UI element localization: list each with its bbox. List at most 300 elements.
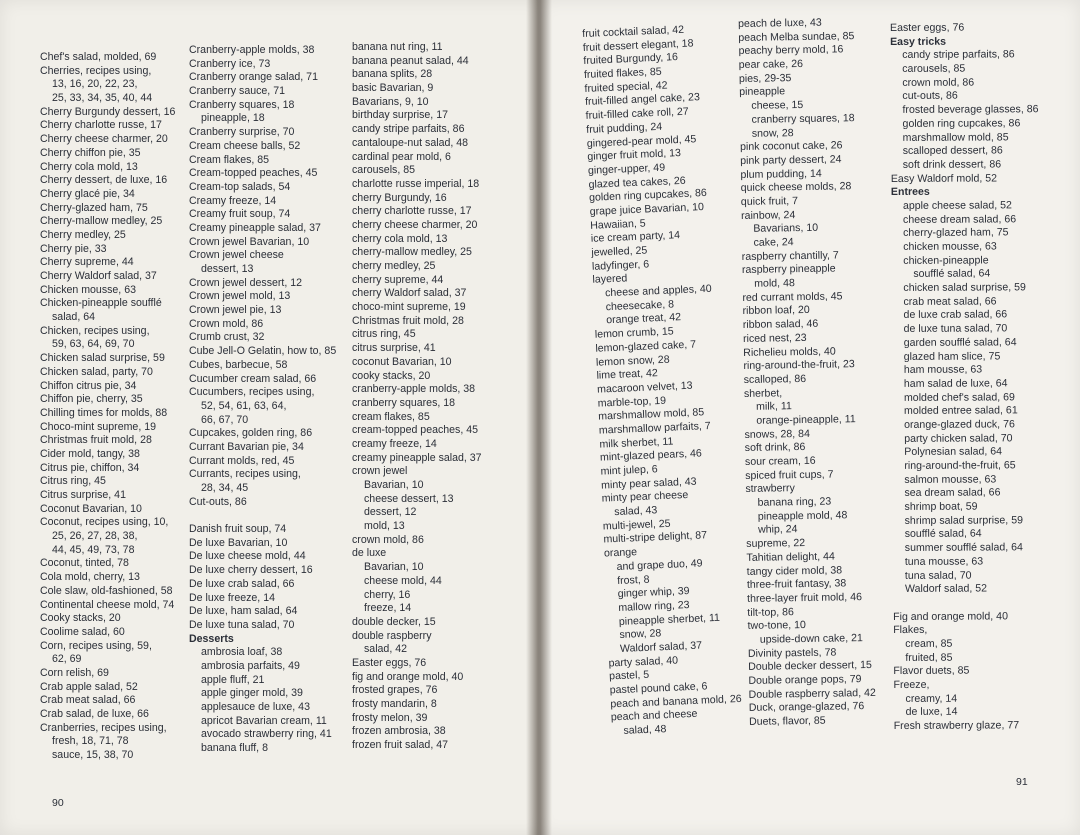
index-entry: Double orange pops, 79: [748, 673, 862, 687]
index-entry: shrimp boat, 59: [904, 500, 978, 513]
index-entry: Easter eggs, 76: [890, 21, 965, 34]
index-entry: spiced fruit cups, 7: [745, 468, 834, 482]
index-entry: scalloped dessert, 86: [902, 144, 1003, 158]
index-entry: banana nut ring, 11: [352, 41, 443, 53]
book-gutter: [526, 0, 552, 835]
index-entry: Chilling times for molds, 88: [40, 406, 168, 419]
index-entry: ginger fruit mold, 13: [587, 147, 682, 164]
index-entry: 25, 33, 34, 35, 40, 44: [52, 92, 153, 105]
index-entry: Bavarian, 10: [364, 479, 424, 491]
index-entry: fruit pudding, 24: [586, 120, 663, 136]
index-entry: cheese dessert, 13: [364, 492, 454, 505]
index-entry: ginger-upper, 49: [587, 161, 666, 177]
index-entry: lemon-glazed cake, 7: [595, 338, 697, 355]
index-entry: tuna mousse, 63: [904, 555, 984, 568]
index-entry: Christmas fruit mold, 28: [40, 434, 152, 447]
index-entry: whip, 24: [757, 523, 798, 537]
index-entry: Cooky stacks, 20: [40, 612, 121, 625]
index-entry: Crown jewel cheese: [189, 249, 284, 262]
index-entry: sherbet,: [743, 386, 783, 400]
index-entry: pastel, 5: [608, 669, 650, 683]
index-entry: Easy Waldorf mold, 52: [890, 172, 998, 185]
index-entry: Chicken salad surprise, 59: [40, 352, 165, 365]
index-entry: ham mousse, 63: [903, 363, 983, 377]
index-entry: pear cake, 26: [738, 58, 804, 72]
index-entry: Cranberry-apple molds, 38: [189, 44, 315, 56]
index-entry: supreme, 22: [746, 537, 806, 551]
index-entry: carousels, 85: [352, 164, 416, 177]
index-entry: fresh, 18, 71, 78: [52, 735, 129, 748]
index-entry: Cranberry ice, 73: [189, 57, 271, 70]
index-entry: cherry charlotte russe, 17: [352, 205, 472, 218]
index-entry: marshmallow mold, 85: [902, 130, 1009, 144]
index-entry: Crown jewel dessert, 12: [189, 276, 303, 289]
index-entry: jewelled, 25: [591, 244, 648, 259]
index-entry: Cherry supreme, 44: [40, 256, 134, 269]
index-entry: Easy tricks: [890, 35, 947, 48]
index-entry: lemon snow, 28: [595, 353, 670, 369]
index-entry: rainbow, 24: [741, 208, 796, 222]
index-entry: mallow ring, 23: [618, 598, 690, 614]
index-entry: fruited special, 42: [584, 79, 668, 95]
index-entry: citrus ring, 45: [352, 328, 416, 341]
index-entry: Cherry cheese charmer, 20: [40, 133, 168, 146]
index-entry: pastel pound cake, 6: [609, 680, 708, 697]
index-entry: minty pear cheese: [601, 489, 689, 505]
index-entry: minty pear salad, 43: [600, 475, 697, 492]
index-entry: milk sherbet, 11: [599, 435, 674, 451]
index-entry: ladyfinger, 6: [591, 258, 650, 273]
index-entry: macaroon velvet, 13: [596, 379, 693, 396]
index-entry: cherry-glazed ham, 75: [903, 226, 1009, 240]
index-entry: Citrus surprise, 41: [40, 489, 126, 501]
index-entry: snow, 28: [619, 627, 662, 642]
index-entry: Cucumbers, recipes using,: [189, 386, 315, 399]
index-entry: peach and banana mold, 26: [610, 692, 742, 711]
index-entry: carousels, 85: [902, 62, 966, 75]
index-entry: fig and orange mold, 40: [352, 670, 464, 683]
index-entry: tangy cider mold, 38: [746, 563, 843, 578]
index-entry: Coconut Bavarian, 10: [40, 502, 142, 515]
index-entry: glazed ham slice, 75: [903, 349, 1001, 363]
index-entry: 52, 54, 61, 63, 64,: [201, 399, 287, 412]
index-entry: apricot Bavarian cream, 11: [201, 714, 327, 727]
index-entry: dessert, 12: [364, 506, 417, 519]
index-entry: upside-down cake, 21: [759, 632, 863, 646]
index-entry: crown jewel: [352, 465, 408, 478]
index-entry: frosty melon, 39: [352, 711, 428, 724]
index-entry: cherry medley, 25: [352, 260, 436, 272]
index-column: [738, 16, 876, 730]
index-entry: de luxe: [352, 547, 387, 560]
index-entry: cooky stacks, 20: [352, 369, 431, 382]
index-entry: ribbon loaf, 20: [742, 304, 810, 318]
index-column: [890, 21, 1042, 734]
index-entry: layered: [592, 272, 628, 287]
index-entry: 25, 26, 27, 28, 38,: [52, 530, 138, 543]
index-entry: two-tone, 10: [747, 619, 806, 633]
index-entry: De luxe Bavarian, 10: [189, 536, 288, 549]
index-entry: fruit-filled cake roll, 27: [585, 105, 689, 123]
index-entry: banana splits, 28: [352, 68, 433, 81]
index-entry: Chicken mousse, 63: [40, 283, 136, 296]
index-entry: and grape duo, 49: [616, 557, 703, 573]
index-entry: marble-top, 19: [597, 394, 667, 410]
index-entry: De luxe tuna salad, 70: [189, 618, 295, 631]
index-entry: birthday surprise, 17: [352, 109, 448, 122]
index-entry: cherry supreme, 44: [352, 273, 444, 286]
index-entry: lemon crumb, 15: [594, 325, 674, 341]
index-entry: plum pudding, 14: [740, 167, 822, 181]
index-entry: orange-glazed duck, 76: [904, 418, 1015, 431]
index-entry: dessert, 13: [201, 263, 254, 275]
right-page: [538, 0, 1080, 835]
index-entry: ribbon salad, 46: [742, 317, 819, 332]
index-entry: Chef's salad, molded, 69: [40, 51, 157, 63]
index-entry: snows, 28, 84: [744, 427, 811, 441]
index-entry: multi-jewel, 25: [602, 517, 671, 533]
index-entry: sauce, 15, 38, 70: [52, 749, 134, 762]
index-entry: ginger whip, 39: [617, 585, 690, 601]
index-entry: creamy pineapple salad, 37: [352, 451, 482, 464]
index-entry: Fresh strawberry glaze, 77: [893, 719, 1020, 733]
index-entry: De luxe freeze, 14: [189, 591, 275, 604]
index-entry: orange: [603, 546, 638, 560]
index-entry: Waldorf salad, 52: [904, 582, 988, 596]
index-entry: freeze, 14: [364, 602, 412, 615]
index-entry: Cream-topped peaches, 45: [189, 167, 318, 180]
index-entry: three-layer fruit mold, 46: [747, 591, 863, 605]
index-entry: frozen ambrosia, 38: [352, 725, 446, 738]
index-entry: fruit dessert elegant, 18: [582, 37, 694, 54]
index-entry: cranberry-apple molds, 38: [352, 383, 476, 396]
index-entry: Cole slaw, old-fashioned, 58: [40, 584, 173, 597]
index-entry: Cherry-glazed ham, 75: [40, 201, 148, 214]
index-entry: Corn relish, 69: [40, 666, 109, 679]
index-entry: mold, 48: [754, 277, 795, 290]
index-entry: Crab meat salad, 66: [40, 694, 136, 707]
index-entry: Cider mold, tangy, 38: [40, 447, 140, 460]
index-entry: cherry-mallow medley, 25: [352, 246, 472, 259]
index-entry: Double raspberry salad, 42: [748, 686, 876, 701]
index-entry: fruit-filled angel cake, 23: [584, 91, 701, 109]
index-entry: basic Bavarian, 9: [352, 82, 434, 95]
index-entry: banana ring, 23: [757, 495, 832, 509]
index-entry: banana peanut salad, 44: [352, 54, 469, 67]
index-entry: Cube Jell-O Gelatin, how to, 85: [189, 345, 337, 358]
index-entry: pineapple, 18: [201, 112, 265, 125]
index-entry: Chicken, recipes using,: [40, 324, 150, 337]
index-entry: lime treat, 42: [596, 367, 659, 382]
index-entry: Cream cheese balls, 52: [189, 139, 301, 152]
index-entry: gingered-pear mold, 45: [586, 132, 697, 150]
index-entry: Cherry medley, 25: [40, 228, 126, 241]
index-entry: Coconut, tinted, 78: [40, 557, 129, 570]
index-entry: strawberry: [745, 482, 795, 496]
index-entry: Chiffon pie, cherry, 35: [40, 393, 143, 406]
index-entry: fruit cocktail salad, 42: [582, 23, 685, 40]
index-entry: riced nest, 23: [742, 331, 807, 345]
index-entry: Crown jewel Bavarian, 10: [189, 235, 310, 248]
index-entry: double raspberry: [352, 629, 432, 642]
index-entry: Citrus pie, chiffon, 34: [40, 461, 140, 474]
index-entry: Citrus ring, 45: [40, 475, 106, 488]
index-entry: quick cheese molds, 28: [740, 180, 852, 195]
index-entry: Cranberry orange salad, 71: [189, 71, 318, 84]
index-entry: cheese and apples, 40: [604, 282, 712, 300]
index-entry: pineapple mold, 48: [757, 509, 848, 523]
index-entry: fruited, 85: [905, 651, 953, 664]
index-entry: Cherry dessert, de luxe, 16: [40, 174, 168, 187]
index-entry: fruited flakes, 85: [583, 65, 662, 82]
index-entry: Currants, recipes using,: [189, 468, 301, 481]
index-entry: salmon mousse, 63: [904, 473, 997, 486]
index-entry: charlotte russe imperial, 18: [352, 177, 480, 190]
index-entry: frozen fruit salad, 47: [352, 739, 448, 752]
index-entry: mold, 13: [364, 520, 405, 533]
index-entry: Crown jewel mold, 13: [189, 290, 291, 303]
index-entry: crab meat salad, 66: [903, 295, 997, 308]
index-entry: ring-around-the-fruit, 23: [743, 358, 855, 373]
index-entry: peach de luxe, 43: [738, 16, 822, 30]
index-entry: Cherry charlotte russe, 17: [40, 119, 162, 132]
index-entry: orange treat, 42: [606, 311, 682, 327]
index-entry: banana fluff, 8: [201, 742, 268, 755]
page-number: 90: [52, 797, 64, 809]
index-entry: pink coconut cake, 26: [739, 139, 843, 154]
index-entry: Chicken salad, party, 70: [40, 365, 153, 378]
index-entry: orange-pineapple, 11: [756, 413, 856, 427]
index-entry: red currant molds, 45: [742, 290, 843, 304]
index-entry: sour cream, 16: [744, 454, 816, 468]
index-entry: grape juice Bavarian, 10: [589, 200, 705, 218]
index-entry: Bavarians, 9, 10: [352, 95, 429, 108]
index-entry: De luxe crab salad, 66: [189, 577, 295, 590]
index-entry: Choco-mint supreme, 19: [40, 420, 156, 433]
index-entry: sea dream salad, 66: [904, 486, 1001, 500]
index-entry: Cranberry squares, 18: [189, 98, 295, 111]
index-entry: Creamy freeze, 14: [189, 194, 277, 207]
index-entry: creamy, 14: [905, 692, 958, 705]
index-entry: Coolime salad, 60: [40, 625, 125, 638]
index-entry: Crab salad, de luxe, 66: [40, 708, 149, 720]
index-entry: Corn, recipes using, 59,: [40, 639, 152, 652]
index-entry: Cream flakes, 85: [189, 153, 270, 166]
index-entry: mint-glazed pears, 46: [599, 447, 703, 464]
index-entry: apple fluff, 21: [201, 673, 265, 686]
index-entry: Tahitian delight, 44: [746, 550, 835, 564]
index-entry: cream, 85: [905, 637, 953, 650]
index-entry: Richelieu molds, 40: [743, 345, 836, 359]
index-entry: salad, 64: [52, 311, 95, 324]
page-number: 91: [1016, 776, 1028, 788]
index-entry: Cubes, barbecue, 58: [189, 358, 288, 371]
index-entry: garden soufflé salad, 64: [903, 336, 1017, 349]
index-entry: Cherry chiffon pie, 35: [40, 146, 141, 159]
index-entry: 62, 69: [52, 653, 82, 666]
index-entry: Cranberry surprise, 70: [189, 126, 295, 139]
index-entry: Cream-top salads, 54: [189, 180, 291, 193]
index-entry: 13, 16, 20, 22, 23,: [52, 78, 138, 91]
index-entry: double decker, 15: [352, 615, 436, 628]
index-entry: cherry Waldorf salad, 37: [352, 287, 467, 300]
index-entry: frosted grapes, 76: [352, 684, 438, 697]
index-entry: Flavor duets, 85: [893, 664, 970, 678]
index-entry: 44, 45, 49, 73, 78: [52, 543, 135, 556]
index-entry: Freeze,: [893, 678, 930, 691]
index-entry: marshmallow parfaits, 7: [598, 419, 711, 437]
index-entry: candy stripe parfaits, 86: [902, 48, 1015, 62]
index-entry: cheesecake, 8: [605, 298, 675, 313]
index-entry: cantaloupe-nut salad, 48: [352, 136, 469, 149]
index-entry: snow, 28: [751, 126, 794, 140]
index-entry: raspberry chantilly, 7: [741, 249, 839, 263]
index-entry: pies, 29-35: [738, 71, 792, 85]
index-entry: De luxe cheese mold, 44: [189, 550, 306, 563]
index-entry: Flakes,: [893, 624, 928, 637]
index-entry: tuna salad, 70: [904, 569, 972, 582]
index-entry: De luxe, ham salad, 64: [189, 605, 298, 618]
index-entry: de luxe tuna salad, 70: [903, 322, 1008, 336]
index-entry: Cherry-mallow medley, 25: [40, 215, 163, 228]
index-entry: cherry cola mold, 13: [352, 232, 448, 245]
index-entry: Chiffon citrus pie, 34: [40, 379, 137, 392]
index-entry: cardinal pear mold, 6: [352, 150, 451, 163]
index-entry: Easter eggs, 76: [352, 656, 427, 669]
index-entry: cranberry squares, 18: [352, 396, 456, 409]
index-entry: Hawaiian, 5: [590, 217, 646, 232]
index-entry: ambrosia loaf, 38: [201, 646, 283, 659]
index-entry: Cranberry sauce, 71: [189, 85, 285, 98]
index-entry: party salad, 40: [608, 654, 679, 670]
index-entry: Creamy pineapple salad, 37: [189, 221, 321, 234]
index-entry: Coconut, recipes using, 10,: [40, 516, 169, 529]
index-entry: frost, 8: [616, 573, 650, 587]
index-entry: crown mold, 86: [352, 533, 424, 546]
index-entry: soft drink, 86: [744, 441, 806, 455]
index-entry: Crumb crust, 32: [189, 331, 265, 344]
index-entry: chicken mousse, 63: [903, 240, 997, 253]
index-entry: Cucumber cream salad, 66: [189, 372, 317, 385]
index-entry: Chicken-pineapple soufflé: [40, 297, 162, 310]
index-entry: 28, 34, 45: [201, 482, 249, 494]
index-entry: de luxe, 14: [905, 706, 958, 719]
index-entry: Cherry cola mold, 13: [40, 160, 138, 173]
index-entry: Continental cheese mold, 74: [40, 598, 175, 611]
index-entry: chicken salad surprise, 59: [903, 281, 1026, 294]
index-entry: peach Melba sundae, 85: [738, 29, 855, 44]
index-entry: cherry cheese charmer, 20: [352, 218, 478, 231]
index-entry: Crown mold, 86: [189, 317, 264, 330]
index-entry: apple ginger mold, 39: [201, 687, 303, 700]
index-entry: marshmallow mold, 85: [598, 406, 705, 423]
index-entry: De luxe cherry dessert, 16: [189, 564, 313, 577]
index-entry: pineapple: [739, 85, 786, 99]
index-entry: Entrees: [890, 186, 930, 199]
index-entry: cut-outs, 86: [902, 90, 958, 103]
index-entry: Creamy fruit soup, 74: [189, 208, 291, 221]
index-entry: golden ring cupcakes, 86: [588, 187, 708, 205]
index-entry: shrimp salad surprise, 59: [904, 514, 1024, 527]
index-entry: salad, 42: [364, 643, 407, 656]
index-entry: [189, 509, 336, 523]
index-entry: salad, 48: [623, 723, 667, 737]
index-entry: Waldorf salad, 37: [619, 639, 703, 655]
index-entry: cream-topped peaches, 45: [352, 424, 479, 437]
index-entry: cherry Burgundy, 16: [352, 191, 447, 204]
index-entry: Crown jewel pie, 13: [189, 304, 282, 317]
index-entry: peach and cheese: [610, 708, 698, 724]
index-entry: cake, 24: [753, 236, 794, 249]
index-entry: peachy berry mold, 16: [738, 43, 844, 58]
index-entry: Polynesian salad, 64: [904, 445, 1003, 459]
index-entry: pineapple sherbet, 11: [618, 611, 721, 628]
index-entry: Currant Bavarian pie, 34: [189, 440, 304, 453]
index-entry: crown mold, 86: [902, 76, 975, 89]
index-entry: golden ring cupcakes, 86: [902, 117, 1021, 130]
index-entry: three-fruit fantasy, 38: [746, 577, 847, 592]
index-entry: ham salad de luxe, 64: [903, 377, 1008, 390]
index-entry: salad, 43: [614, 504, 658, 519]
index-entry: choco-mint supreme, 19: [352, 301, 466, 314]
index-entry: cheese mold, 44: [364, 574, 442, 587]
index-entry: frosty mandarin, 8: [352, 698, 437, 710]
index-entry: 66, 67, 70: [201, 413, 249, 426]
index-column: [189, 44, 336, 756]
index-entry: molded chef's salad, 69: [903, 390, 1015, 404]
index-entry: molded entree salad, 61: [904, 404, 1018, 418]
index-entry: Christmas fruit mold, 28: [352, 314, 464, 327]
index-entry: ring-around-the-fruit, 65: [904, 459, 1016, 472]
index-entry: Crab apple salad, 52: [40, 680, 138, 693]
index-entry: Cherry pie, 33: [40, 242, 107, 255]
index-entry: tilt-top, 86: [747, 605, 794, 619]
index-entry: de luxe crab salad, 66: [903, 308, 1008, 322]
index-entry: multi-stripe delight, 87: [603, 529, 708, 546]
index-entry: mint julep, 6: [600, 463, 658, 478]
index-entry: Duck, orange-glazed, 76: [748, 700, 865, 715]
index-entry: Duets, flavor, 85: [748, 714, 826, 728]
index-entry: Bavarian, 10: [364, 561, 424, 574]
index-entry: cranberry squares, 18: [751, 111, 855, 126]
index-entry: ambrosia parfaits, 49: [201, 659, 300, 672]
index-entry: Fig and orange mold, 40: [893, 609, 1008, 623]
index-entry: Cherry glacé pie, 34: [40, 187, 135, 200]
index-entry: Cherries, recipes using,: [40, 64, 152, 77]
index-entry: Cut-outs, 86: [189, 495, 247, 508]
index-entry: scalloped, 86: [743, 372, 807, 386]
index-entry: 59, 63, 64, 69, 70: [52, 338, 135, 351]
index-column: [40, 51, 175, 763]
index-entry: soufflé salad, 64: [913, 267, 991, 281]
index-column: [582, 22, 743, 739]
index-entry: Desserts: [189, 632, 234, 645]
index-entry: apple cheese salad, 52: [902, 199, 1012, 212]
index-entry: avocado strawberry ring, 41: [201, 728, 332, 741]
index-entry: Currant molds, red, 45: [189, 454, 295, 467]
index-column: [352, 41, 482, 753]
index-entry: chicken-pineapple: [903, 254, 989, 267]
index-entry: pink party dessert, 24: [740, 153, 842, 167]
index-entry: Danish fruit soup, 74: [189, 523, 287, 536]
index-entry: soufflé salad, 64: [904, 527, 982, 541]
index-entry: Bavarians, 10: [753, 222, 819, 236]
index-entry: soft drink dessert, 86: [902, 158, 1002, 171]
index-entry: raspberry pineapple: [741, 262, 836, 277]
index-entry: Divinity pastels, 78: [747, 646, 837, 660]
index-entry: citrus surprise, 41: [352, 342, 436, 355]
index-entry: candy stripe parfaits, 86: [352, 123, 465, 136]
